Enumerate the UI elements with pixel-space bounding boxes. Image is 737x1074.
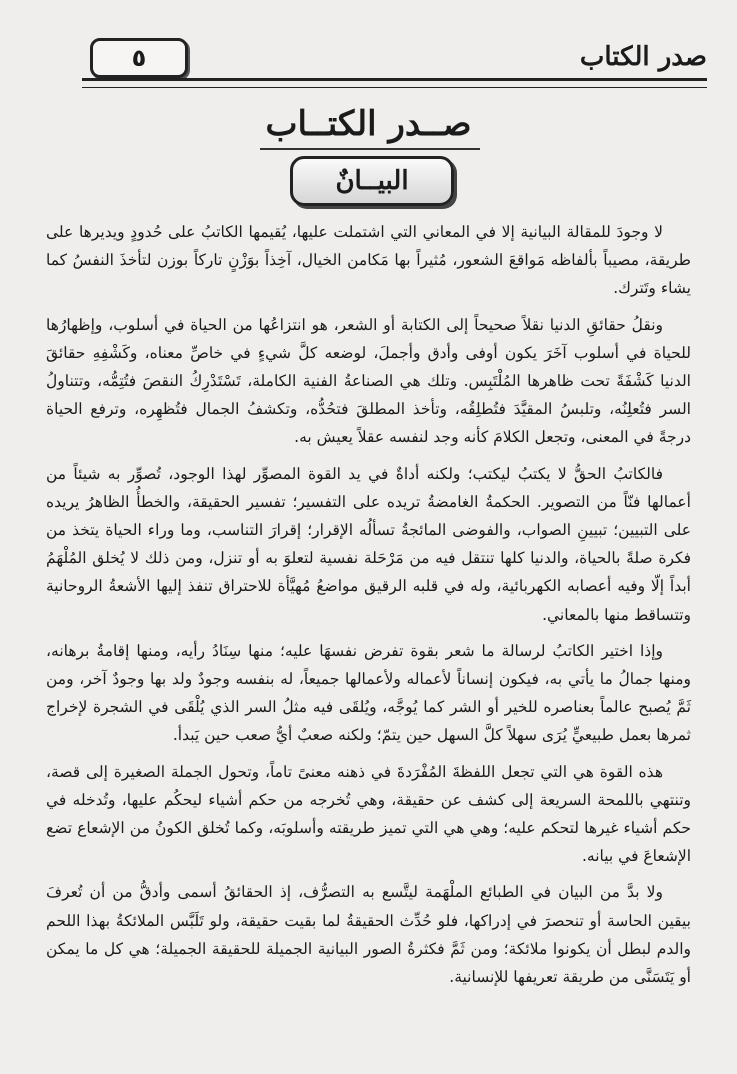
title-ornament [260, 148, 480, 156]
paragraph: هذه القوة هي التي تجعل اللفظةَ المُفْرَدةَ في ذهنه معنىً تاماً، وتحول الجملة الصغيرة إلى قصة، وتنتهي باللمحة السريعة إلى كشف عن حقيقة، وهي تُخرجه من حكم أشياء ليحكُم عليها، وتُدخله في حكم أشياء غيرها لتحكم عليه؛ وهي هي التي تميز طريقته وأسلوبَه، وكما تُخلق الكونُ من الإشعاع تضع الإشعاعَ في بيانه. [46, 762, 691, 866]
paragraph: وإذا اختير الكاتبُ لرسالة ما شعر بقوة تفرض نفسهَا عليه؛ منها سِنَادُ رأيه، ومنها إقامةُ برهانه، ومنها جمالُ ما يأتي به، فيكون إنساناً لأعماله ولأعمالها جميعاً، له بنفسه وجودٌ ولد بها وجودٌ آخر، ومن ثَمَّ يُصبح عالماً بعناصره للخير أو الشر كما يُوجَّه، ويُلقَى فيه مثلُ السر الذي يُلْقَى في الشجرة لإخراج ثمرها بعمل طبيعيٍّ يُرَى سهلاً كلَّ السهل حين يتمّ؛ ولكنه صعبٌ أيُّ صعب حين يَبدأ. [46, 641, 691, 745]
running-title: صدر الكتاب [579, 42, 707, 72]
body-text [46, 218, 691, 999]
section-title: البيــانٌ [290, 156, 454, 206]
header-rule [82, 78, 707, 88]
paragraph: ونقلُ حقائقِ الدنيا نقلاً صحيحاً إلى الكتابة أو الشعر، هو انتزاعُها من الحياة في أسلوب، وإظهارُها للحياة في أسلوب آخَرَ يكون أوفى وأدق وأجملَ، لوضعه كلَّ شيءٍ في خاصِّ معناه، وكَشْفِهِ حقائقَ الدنيا كَشْفَةً تحت ظاهرها المُلْتَبِس. وتلك هي الصناعةُ الفنية الكاملة، تَسْتَدْرِكُ النقصَ فتُتِمُّه، وتتناولُ السر فتُعلِنُه، وتلبسُ المقيَّدَ فتُطلِقُه، وتأخذ المطلقَ فتحُدُّه، وتكشفُ الجمال فتُظهِره، وترفع الحياة درجةً في المعنى، وتجعل الكلامَ كأنه وجد لنفسه عقلاً يعيش به. [46, 315, 691, 447]
paragraph: فالكاتبُ الحقُّ لا يكتبُ ليكتب؛ ولكنه أداةٌ في يد القوة المصوِّر لهذا الوجود، تُصوِّر به شيئاً من أعمالها فنّاً من التصوير. الحكمةُ الغامضةُ تريده على التفسير؛ تفسير الحقيقة، والخطأُ الظاهرُ يريده على التبيين؛ تبيينِ الصواب، والفوضى المائجةُ تسألُه الإقرار؛ إقرارَ التناسب، وما وراء الحياة يتخذ من فكرة صلةً بالحياة، والدنيا كلها تنتقل فيه من مَرْحَلة نفسية لتعلوَ به أو تنزل، ومن ذلك لا يُخلق المُلْهَمُ أبداً إلّا وفيه أعصابه الكهربائية، وله في قلبه الرقيق مواضعُ مُهيَّأة للاحتراق تنفذ إليها الأشعةُ الروحانية وتتساقط منها بالمعاني. [46, 464, 691, 624]
page-header [72, 38, 707, 82]
paragraph: ولا بدَّ من البيان في الطبائع الملْهَمة ليتَّسع به التصرُّف، إذ الحقائقُ أسمى وأدقُّ من أن تُعرفَ بيقين الحاسة أو تنحصرَ في إدراكها، فلو حُدِّث الحقيقةُ لما بقيت حقيقة، ولو تَلَبَّس الملائكةُ بهذا اللحم والدم لبطل أن يكونوا ملائكة؛ ومن ثَمَّ فكثرةُ الصور البيانية الجميلة للحقيقة الجميلة؛ هي كل ما يمكن أو يَتَسَنَّى من طريقة تعريفها للإنسانية. [46, 883, 691, 987]
page-number: ٥ [90, 38, 188, 78]
paragraph: لا وجودَ للمقالة البيانية إلا في المعاني التي اشتملت عليها، يُقيمها الكاتبُ على حُدودٍ ويديرها على طريقة، مصيباً بألفاظه مَواقعَ الشعور، مُثيراً بها مَكامن الخيال، آخِذاً بوَزْنٍ تاركاً بوزن لتأخذَ النفسُ كما يشاء وتَترك. [46, 223, 691, 298]
chapter-title: صــدر الكتــاب [265, 104, 472, 144]
